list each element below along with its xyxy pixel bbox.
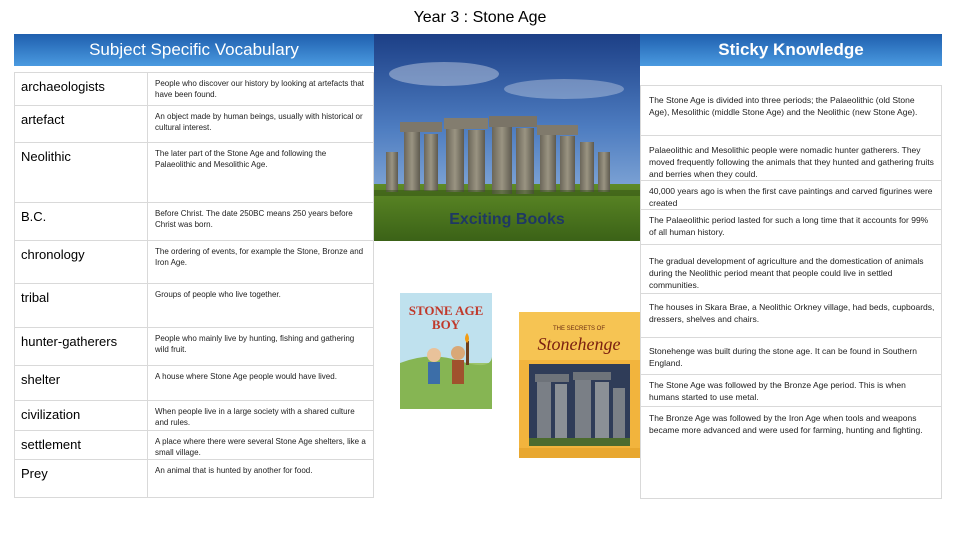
secrets-of-stonehenge-book-cover: [519, 312, 640, 458]
table-row: [15, 73, 374, 106]
exciting-books-label: Exciting Books: [449, 211, 565, 228]
sticky-fact: The Stone Age is divided into three periods; the Palaeolithic (old Stone Age), Mesolithic (middle Stone Age) and the Neolithic (new Stone Age).: [641, 86, 942, 136]
vocab-term: hunter-gatherers: [15, 328, 148, 366]
vocab-definition: Groups of people who live together.: [148, 284, 374, 328]
sticky-fact: Stonehenge was built during the stone age. It can be found in Southern England.: [641, 338, 942, 375]
sticky-fact: The gradual development of agriculture and the domestication of animals during the Neolithic period meant that people could live in settled communities.: [641, 245, 942, 294]
stone-age-boy-book-cover: [400, 293, 492, 409]
book1-title-line1: STONE AGE: [408, 303, 484, 318]
vocab-term: Neolithic: [15, 143, 148, 203]
vocab-term: B.C.: [15, 203, 148, 241]
table-row: [15, 460, 374, 498]
vocab-definition: People who discover our history by looking at artefacts that have been found.: [148, 73, 374, 106]
vocab-term: settlement: [15, 431, 148, 460]
book2-title-large: Stonehenge: [537, 334, 621, 354]
book1-title-line2: BOY: [431, 317, 461, 332]
table-row: [641, 136, 942, 181]
table-row: [15, 106, 374, 143]
table-row: [15, 431, 374, 460]
vocab-definition: A place where there were several Stone Age shelters, like a small village.: [148, 431, 374, 460]
table-row: [15, 143, 374, 203]
vocabulary-table: [14, 72, 374, 498]
sticky-fact: The houses in Skara Brae, a Neolithic Orkney village, had beds, cupboards, dressers, shelves and chairs.: [641, 294, 942, 338]
sticky-fact: The Bronze Age was followed by the Iron Age when tools and weapons became more advanced and were used for farming, hunting and fighting.: [641, 407, 942, 499]
table-row: [641, 375, 942, 407]
vocab-definition: An object made by human beings, usually with historical or cultural interest.: [148, 106, 374, 143]
table-row: [15, 366, 374, 401]
vocab-definition: The later part of the Stone Age and following the Palaeolithic and Mesolithic Age.: [148, 143, 374, 203]
table-row: [641, 407, 942, 499]
vocabulary-header: Subject Specific Vocabulary: [14, 34, 374, 66]
table-row: [641, 210, 942, 245]
sticky-fact: Palaeolithic and Mesolithic people were nomadic hunter gatherers. They moved frequently following the animals that they hunted and gathering fruits and berries when they could.: [641, 136, 942, 181]
sticky-fact: The Stone Age was followed by the Bronze Age period. This is when humans started to use metal.: [641, 375, 942, 407]
book2-title-small: THE SECRETS OF: [552, 326, 606, 332]
table-row: [641, 338, 942, 375]
table-row: [15, 241, 374, 284]
vocab-definition: An animal that is hunted by another for food.: [148, 460, 374, 498]
table-row: [15, 284, 374, 328]
vocab-term: chronology: [15, 241, 148, 284]
vocab-definition: People who mainly live by hunting, fishing and gathering wild fruit.: [148, 328, 374, 366]
table-row: [641, 181, 942, 210]
vocab-definition: Before Christ. The date 250BC means 250 years before Christ was born.: [148, 203, 374, 241]
vocab-term: Prey: [15, 460, 148, 498]
table-row: [15, 328, 374, 366]
sticky-knowledge-header: Sticky Knowledge: [640, 34, 942, 66]
sticky-knowledge-table: [640, 85, 942, 499]
page-title: Year 3 : Stone Age: [413, 9, 547, 26]
table-row: [15, 401, 374, 431]
sticky-fact: The Palaeolithic period lasted for such a long time that it accounts for 99% of all human history.: [641, 210, 942, 245]
vocab-term: archaeologists: [15, 73, 148, 106]
table-row: [641, 294, 942, 338]
vocab-definition: A house where Stone Age people would have lived.: [148, 366, 374, 401]
table-row: [15, 203, 374, 241]
vocab-term: artefact: [15, 106, 148, 143]
vocab-term: shelter: [15, 366, 148, 401]
stonehenge-photo: [374, 34, 640, 241]
table-row: [641, 245, 942, 294]
sticky-fact: 40,000 years ago is when the first cave paintings and carved figurines were created: [641, 181, 942, 210]
vocab-definition: The ordering of events, for example the Stone, Bronze and Iron Age.: [148, 241, 374, 284]
vocab-definition: When people live in a large society with a shared culture and rules.: [148, 401, 374, 431]
table-row: [641, 86, 942, 136]
vocab-term: tribal: [15, 284, 148, 328]
vocab-term: civilization: [15, 401, 148, 431]
